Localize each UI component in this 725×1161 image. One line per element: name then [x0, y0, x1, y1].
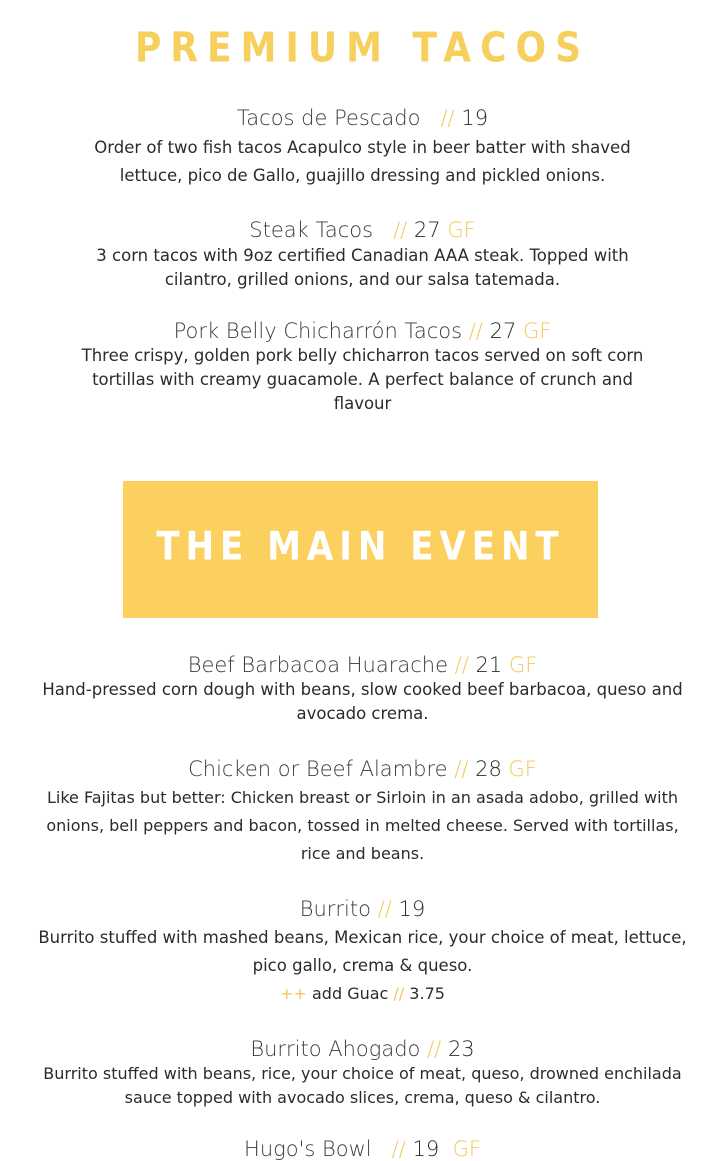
- item-name: Steak Tacos: [249, 218, 374, 242]
- item-title: [0, 1137, 725, 1161]
- description-line: flavour: [333, 394, 392, 413]
- description-line: rice and beans.: [300, 844, 425, 863]
- description-line: tortillas with creamy guacamole. A perfect balance of crunch and: [92, 370, 633, 389]
- menu-item-chicken-or-beef-alambre: [0, 757, 725, 868]
- gluten-free-badge: GF: [452, 1137, 481, 1161]
- menu-item-burrito-ahogado: [0, 1037, 725, 1110]
- addon-plus: ++: [280, 984, 307, 1003]
- item-description: [0, 924, 725, 1008]
- description-line: lettuce, pico de Gallo, guajillo dressing and pickled onions.: [119, 166, 606, 185]
- item-title: [0, 653, 725, 677]
- price-separator: //: [377, 897, 392, 921]
- item-price: 21: [475, 653, 503, 677]
- description-line: 3 corn tacos with 9oz certified Canadian AAA steak. Topped with: [96, 246, 629, 265]
- price-separator: //: [427, 1037, 442, 1061]
- item-title: [0, 897, 725, 921]
- item-description: [0, 344, 725, 416]
- price-separator: //: [393, 218, 408, 242]
- description-line: Order of two fish tacos Acapulco style in beer batter with shaved: [94, 138, 631, 157]
- description-line: sauce topped with avocado slices, crema, queso & cilantro.: [124, 1088, 601, 1107]
- item-price: 19: [412, 1137, 440, 1161]
- gluten-free-badge: GF: [523, 319, 552, 343]
- item-title: [0, 218, 725, 242]
- section-title-premium-tacos: PREMIUM TACOS: [134, 24, 591, 73]
- item-name: Pork Belly Chicharrón Tacos: [173, 319, 463, 343]
- item-price: 19: [461, 106, 489, 130]
- menu-item-tacos-de-pescado: [0, 106, 725, 190]
- item-description: [0, 678, 725, 726]
- item-title: [0, 757, 725, 781]
- description-line: Hand-pressed corn dough with beans, slow cooked beef barbacoa, queso and: [42, 680, 683, 699]
- description-line: Burrito stuffed with mashed beans, Mexican rice, your choice of meat, lettuce,: [38, 928, 687, 947]
- menu-item-beef-barbacoa-huarache: [0, 653, 725, 726]
- item-price: 19: [398, 897, 426, 921]
- description-line: Burrito stuffed with beans, rice, your choice of meat, queso, drowned enchilada: [43, 1064, 682, 1083]
- price-separator: //: [391, 1137, 406, 1161]
- menu-item-pork-belly-chicharron-tacos: [0, 319, 725, 416]
- gluten-free-badge: GF: [508, 653, 538, 677]
- item-description: [0, 784, 725, 868]
- item-price: 27: [413, 218, 441, 242]
- item-name: Hugo's Bowl: [244, 1137, 372, 1161]
- item-name: Beef Barbacoa Huarache: [187, 653, 448, 677]
- price-separator: //: [454, 757, 469, 781]
- gluten-free-badge: GF: [447, 218, 476, 242]
- item-name: Burrito Ahogado: [250, 1037, 421, 1061]
- item-description: [0, 134, 725, 190]
- item-name: Burrito: [299, 897, 371, 921]
- description-line: pico gallo, crema & queso.: [252, 956, 473, 975]
- addon-label: add Guac: [311, 984, 389, 1003]
- description-line: Like Fajitas but better: Chicken breast or Sirloin in an asada adobo, grilled with: [47, 788, 678, 807]
- menu-item-steak-tacos: [0, 218, 725, 292]
- item-name: Chicken or Beef Alambre: [188, 757, 448, 781]
- add-guac-option: [0, 980, 725, 1008]
- item-title: [0, 319, 725, 343]
- description-line: onions, bell peppers and bacon, tossed in melted cheese. Served with tortillas,: [46, 816, 679, 835]
- section-title-main-event: THE MAIN EVENT: [156, 524, 565, 570]
- item-title: [0, 1037, 725, 1061]
- gluten-free-badge: GF: [508, 757, 537, 781]
- section-banner-main-event: [123, 481, 598, 618]
- price-separator: //: [440, 106, 455, 130]
- description-line: avocado crema.: [296, 704, 429, 723]
- item-price: 28: [475, 757, 502, 781]
- menu-item-hugos-bowl: [0, 1137, 725, 1161]
- item-name: Tacos de Pescado: [236, 106, 421, 130]
- description-line: Three crispy, golden pork belly chicharron tacos served on soft corn: [81, 346, 644, 365]
- item-description: [0, 244, 725, 292]
- price-separator: //: [393, 984, 405, 1003]
- item-title: [0, 106, 725, 130]
- price-separator: //: [454, 653, 469, 677]
- item-description: [0, 1062, 725, 1110]
- addon-price: 3.75: [409, 984, 445, 1003]
- description-line: cilantro, grilled onions, and our salsa tatemada.: [164, 270, 561, 289]
- item-price: 27: [489, 319, 517, 343]
- price-separator: //: [468, 319, 483, 343]
- menu-item-burrito: [0, 897, 725, 1008]
- item-price: 23: [447, 1037, 475, 1061]
